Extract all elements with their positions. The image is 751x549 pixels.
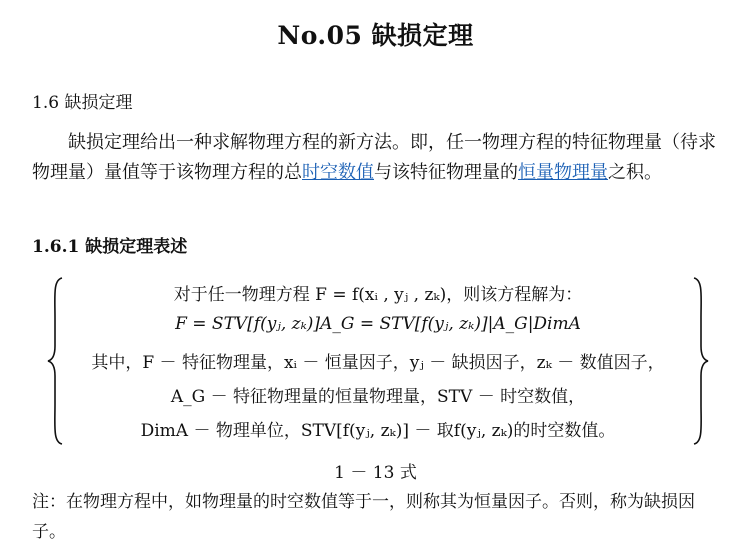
- note-paragraph: 注：在物理方程中，如物理量的时空数值等于一，则称其为恒量因子。否则，称为缺损因子。: [32, 492, 695, 542]
- subsection-heading: 1.6.1 缺损定理表述: [32, 237, 188, 257]
- formula-line-1: 对于任一物理方程 F = f(xᵢ , yⱼ , zₖ)，则该方程解为：: [173, 285, 583, 305]
- formula-line-5: DimA － 物理单位，STV[f(yⱼ, zₖ)] － 取f(yⱼ, zₖ)的时空数值。: [140, 421, 616, 441]
- formula-block: [46, 276, 710, 446]
- formula-line-3: 其中，F － 特征物理量，xᵢ － 恒量因子，yⱼ － 缺损因子，zₖ － 数值因子，: [91, 353, 665, 373]
- page-title: No.05 缺损定理: [277, 21, 474, 50]
- intro-paragraph: [32, 128, 726, 188]
- paragraph-text-a: 缺损定理给出一种求解物理方程的新方法。即，任一物理方程的特征物理量（待求物理量）量值等于该物理方程的总: [32, 132, 716, 183]
- paragraph-text-b: 与该特征物理量的: [374, 162, 518, 183]
- constant-quantity-link[interactable]: 恒量物理量: [518, 162, 608, 183]
- section-heading: 1.6 缺损定理: [32, 93, 133, 113]
- spacetime-value-link[interactable]: 时空数值: [302, 162, 374, 183]
- formula-line-2: F = STV[f(yⱼ, zₖ)]A_G = STV[f(yⱼ, zₖ)]|A_G|DimA: [175, 314, 581, 334]
- equation-number: 1 － 13 式: [334, 463, 417, 483]
- formula-line-4: A_G － 特征物理量的恒量物理量，STV － 时空数值，: [170, 387, 586, 407]
- paragraph-text-c: 之积。: [608, 162, 662, 183]
